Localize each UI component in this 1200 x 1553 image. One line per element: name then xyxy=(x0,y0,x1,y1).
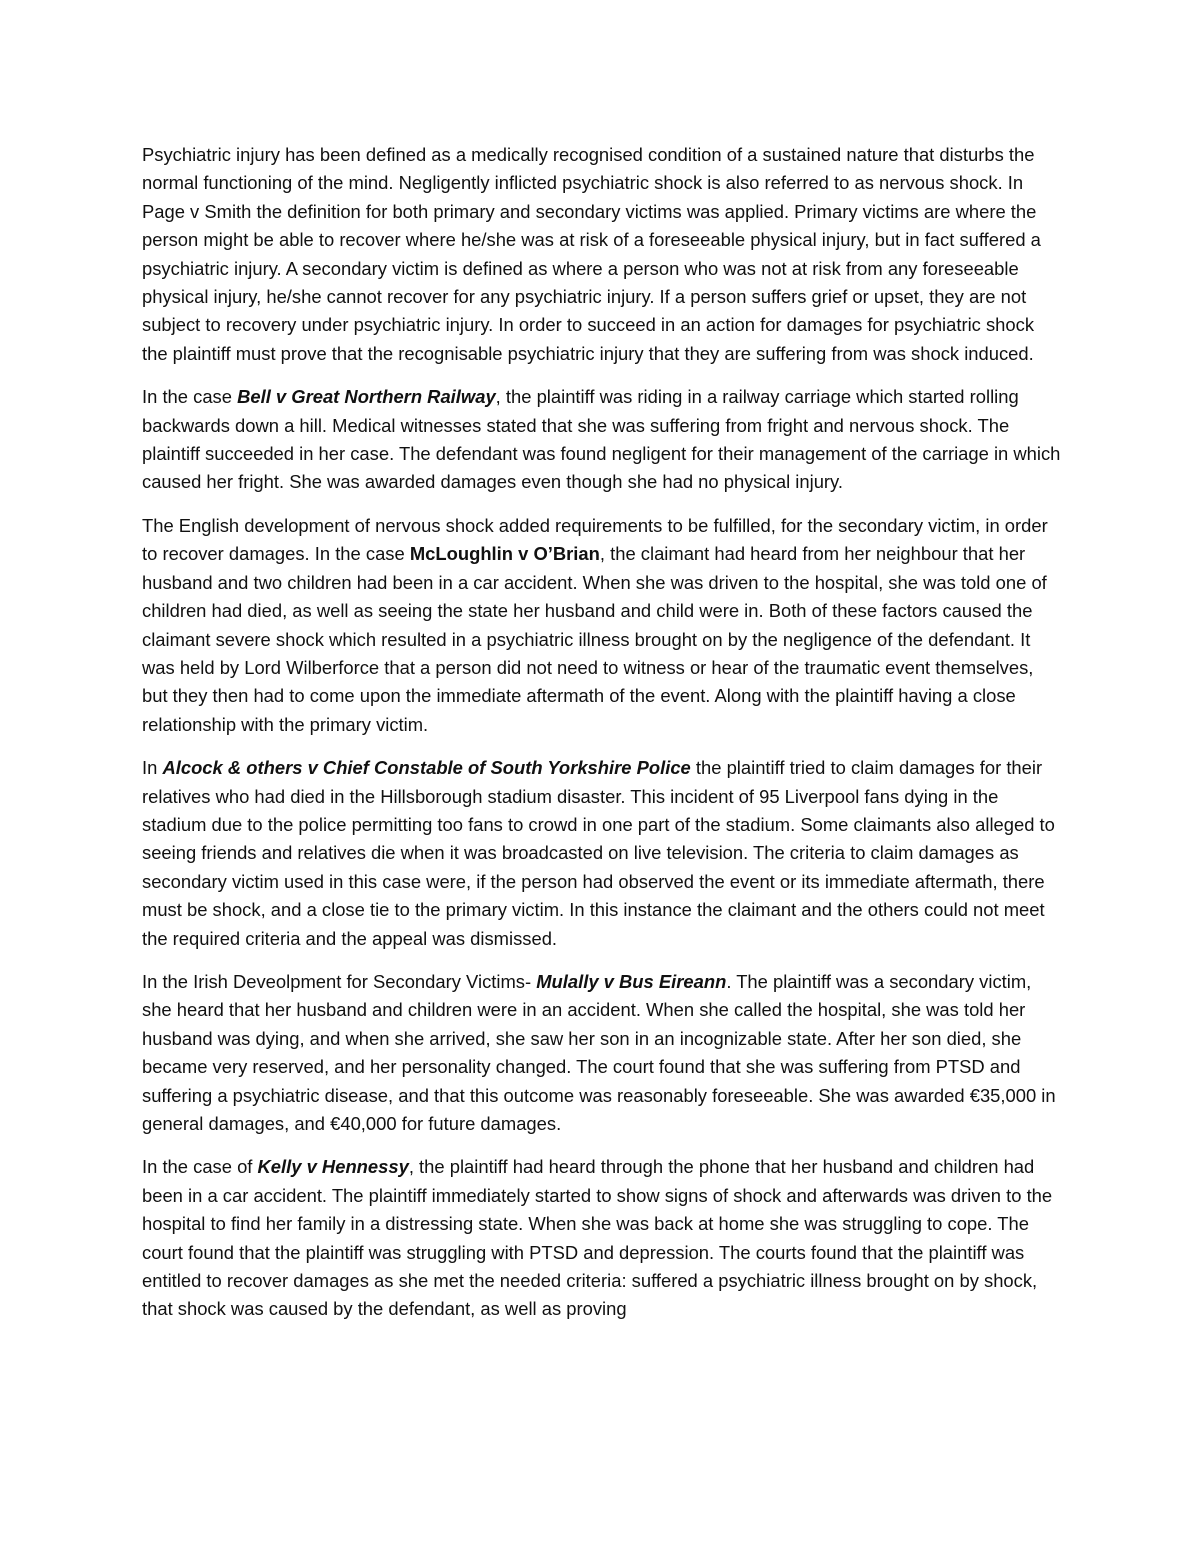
case-name: Kelly v Hennessy xyxy=(257,1156,409,1178)
paragraph-text: In the case xyxy=(142,386,238,408)
paragraph-kelly-case xyxy=(142,1153,1062,1323)
paragraph-mcloughlin-case xyxy=(142,512,1062,739)
paragraph-text: The English development of nervous shock added requirements to be fulfilled, for the secondary victim, in order to recover damages. In the case xyxy=(142,514,1048,565)
paragraph-text: . The plaintiff was a secondary victim, she heard that her husband and children were in an accident. When she called the hospital, she was told her husband was dying, and when she arrived, she saw her son in an incognizable state. After her son died, she became very reserved, and her personality changed. The court found that she was suffering from PTSD and suffering a psychiatric disease, and that this outcome was reasonably foreseeable. She was awarded €35,000 in general damages, and €40,000 for future damages. xyxy=(142,970,1056,1134)
document-body xyxy=(142,141,1062,1339)
paragraph-text: , the plaintiff was riding in a railway carriage which started rolling backwards down a hill. Medical witnesses stated that she was suffering from fright and nervous shock. The plaintiff succeeded in her case. The defendant was found negligent for their management of the carriage in which caused her fright. She was awarded damages even though she had no physical injury. xyxy=(142,386,1061,493)
paragraph-mulally-case xyxy=(142,968,1062,1138)
paragraph-psychiatric-injury-definition xyxy=(142,141,1062,368)
case-name: Mulally v Bus Eireann xyxy=(536,970,727,992)
paragraph-text: the plaintiff tried to claim damages for their relatives who had died in the Hillsborough stadium disaster. This incident of 95 Liverpool fans dying in the stadium due to the police permitting too fans to crowd in one part of the stadium. Some claimants also alleged to seeing friends and relatives die when it was broadcasted on live television. The criteria to claim damages as secondary victim used in this case were, if the person had observed the event or its immediate aftermath, there must be shock, and a close tie to the primary victim. In this instance the claimant and the others could not meet the required criteria and the appeal was dismissed. xyxy=(142,757,1055,949)
case-name: Alcock & others v Chief Constable of South Yorkshire Police xyxy=(162,757,691,779)
case-name: McLoughlin v O’Brian xyxy=(409,543,600,565)
paragraph-text: Psychiatric injury has been defined as a medically recognised condition of a sustained nature that disturbs the normal functioning of the mind. Negligently inflicted psychiatric shock is also referred to as nervous shock. In Page v Smith the definition for both primary and secondary victims was applied. Primary victims are where the person might be able to recover where he/she was at risk of a foreseeable physical injury, but in fact suffered a psychiatric injury. A secondary victim is defined as where a person who was not at risk from any foreseeable physical injury, he/she cannot recover for any psychiatric injury. If a person suffers grief or upset, they are not subject to recovery under psychiatric injury. In order to succeed in an action for damages for psychiatric shock the plaintiff must prove that the recognisable psychiatric injury that they are suffering from was shock induced. xyxy=(142,144,1041,364)
paragraph-text: , the plaintiff had heard through the phone that her husband and children had been in a car accident. The plaintiff immediately started to show signs of shock and afterwards was driven to the hospital to find her family in a distressing state. When she was back at home she was struggling to cope. The court found that the plaintiff was struggling with PTSD and depression. The courts found that the plaintiff was entitled to recover damages as she met the needed criteria: suffered a psychiatric illness brought on by shock, that shock was caused by the defendant, as well as proving xyxy=(142,1156,1053,1320)
paragraph-text: In xyxy=(142,757,163,779)
case-name: Bell v Great Northern Railway xyxy=(237,386,496,408)
paragraph-bell-case xyxy=(142,383,1062,497)
paragraph-text: , the claimant had heard from her neighbour that her husband and two children had been in a car accident. When she was driven to the hospital, she was told one of children had died, as well as seeing the state her husband and child were in. Both of these factors caused the claimant severe shock which resulted in a psychiatric illness brought on by the negligence of the defendant. It was held by Lord Wilberforce that a person did not need to witness or hear of the traumatic event themselves, but they then had to come upon the immediate aftermath of the event. Along with the plaintiff having a close relationship with the primary victim. xyxy=(142,543,1047,735)
paragraph-alcock-case xyxy=(142,754,1062,953)
paragraph-text: In the Irish Deveolpment for Secondary Victims- xyxy=(142,970,537,992)
paragraph-text: In the case of xyxy=(142,1156,258,1178)
